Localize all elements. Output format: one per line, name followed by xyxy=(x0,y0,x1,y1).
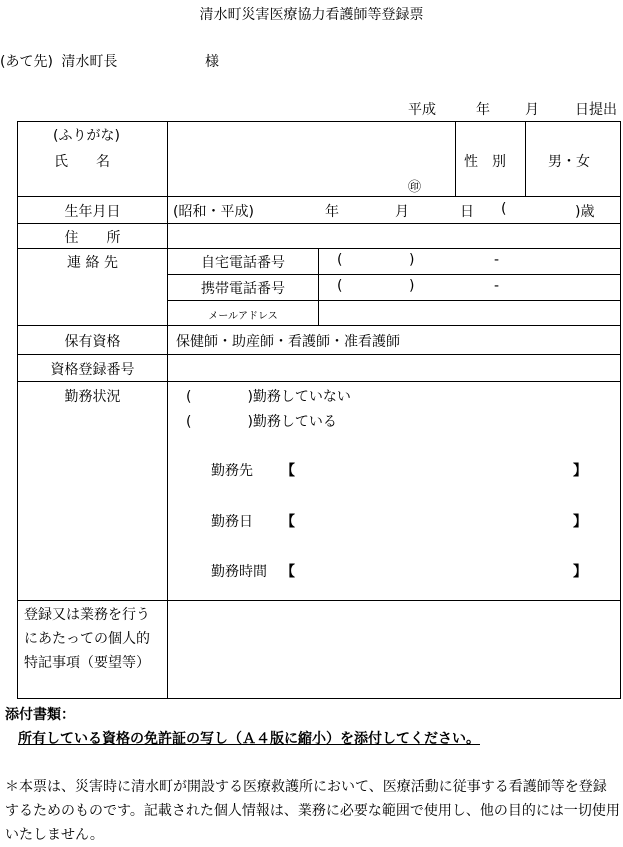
home-phone-label-cell xyxy=(168,249,319,275)
addressee xyxy=(0,51,117,71)
contact-label-cell xyxy=(18,249,168,326)
workplace-bracket-open: 【 xyxy=(281,463,295,479)
gender-value-cell[interactable] xyxy=(526,122,621,197)
reg-number-input-cell[interactable] xyxy=(168,355,621,382)
birth-day: 日 xyxy=(460,204,474,220)
work-employed[interactable]: ( )勤務している xyxy=(186,414,337,430)
qualification-label: 保有資格 xyxy=(64,334,121,350)
worktime-bracket-close: 】 xyxy=(573,564,587,580)
work-status-label-cell xyxy=(18,382,168,601)
name-label-cell xyxy=(18,122,168,197)
mobile-phone-dash: - xyxy=(494,278,500,294)
furigana-label: (ふりがな) xyxy=(53,128,120,144)
registration-form xyxy=(17,121,621,699)
seal-mark: ㊞ xyxy=(408,180,422,195)
gender-label: 性 別 xyxy=(464,154,506,170)
work-status-label: 勤務状況 xyxy=(64,389,121,405)
reg-number-label-cell xyxy=(18,355,168,382)
work-not-employed[interactable]: ( )勤務していない xyxy=(186,389,351,405)
workday-bracket-open: 【 xyxy=(281,514,295,530)
worktime-label: 勤務時間 xyxy=(211,564,267,580)
address-label: 住 所 xyxy=(64,230,121,246)
birth-label-cell xyxy=(18,197,168,224)
home-phone-close: ) xyxy=(409,252,415,268)
name-input-cell[interactable] xyxy=(168,122,456,197)
age-open: ( xyxy=(501,201,507,217)
remarks-label-cell xyxy=(18,601,168,699)
birth-label: 生年月日 xyxy=(64,204,121,220)
worktime-bracket-open: 【 xyxy=(281,564,295,580)
mobile-phone-label-cell xyxy=(168,275,319,301)
name-label: 氏 名 xyxy=(54,154,110,170)
address-label-cell xyxy=(18,224,168,249)
addressee-prefix: (あて先) xyxy=(0,54,53,70)
home-phone-input-cell[interactable] xyxy=(319,249,621,275)
home-phone-dash: - xyxy=(494,252,500,268)
qualification-value: 保健師・助産師・看護師・准看護師 xyxy=(176,334,400,350)
workplace-label: 勤務先 xyxy=(211,463,253,479)
workday-bracket-close: 】 xyxy=(573,514,587,530)
addressee-name: 清水町長 xyxy=(61,54,118,70)
page-title: 清水町災害医療協力看護師等登録票 xyxy=(199,7,424,23)
birth-year: 年 xyxy=(325,204,339,220)
attachments-heading: 添付書類： xyxy=(5,707,75,723)
remarks-label: 登録又は業務を行うにあたっての個人的特記事項（要望等） xyxy=(24,607,150,671)
email-label-cell xyxy=(168,301,319,326)
home-phone-label: 自宅電話番号 xyxy=(201,255,285,271)
home-phone-open: ( xyxy=(337,252,343,268)
mobile-phone-open: ( xyxy=(337,278,343,294)
workplace-bracket-close: 】 xyxy=(573,463,587,479)
email-label: メールアドレス xyxy=(208,311,278,322)
qualification-value-cell[interactable] xyxy=(168,326,621,355)
date-month: 月 xyxy=(525,102,539,118)
birth-input-cell[interactable] xyxy=(168,197,621,224)
age-close: )歳 xyxy=(575,204,595,220)
workday-label: 勤務日 xyxy=(211,514,253,530)
date-era: 平成 xyxy=(408,102,436,118)
mobile-phone-input-cell[interactable] xyxy=(319,275,621,301)
notice-text: ＊本票は、災害時に清水町が開設する医療救護所において、医療活動に従事する看護師等を登録するためのものです。記載された個人情報は、業務に必要な範囲で使用し、他の目的には一切使用いたしません。 xyxy=(5,779,620,843)
date-submit: 日提出 xyxy=(575,102,617,118)
remarks-input-cell[interactable] xyxy=(168,601,621,699)
gender-label-cell xyxy=(456,122,526,197)
work-status-cell[interactable] xyxy=(168,382,621,601)
email-input-cell[interactable] xyxy=(319,301,621,326)
date-year: 年 xyxy=(476,102,490,118)
mobile-phone-close: ) xyxy=(409,278,415,294)
qualification-label-cell xyxy=(18,326,168,355)
contact-label: 連 絡 先 xyxy=(67,255,118,271)
addressee-suffix: 様 xyxy=(205,54,219,70)
birth-month: 月 xyxy=(395,204,409,220)
address-input-cell[interactable] xyxy=(168,224,621,249)
gender-value: 男・女 xyxy=(548,154,590,170)
mobile-phone-label: 携帯電話番号 xyxy=(201,281,285,297)
attachments-text: 所有している資格の免許証の写し（Ａ４版に縮小）を添付してください。 xyxy=(18,731,480,747)
reg-number-label: 資格登録番号 xyxy=(50,362,135,378)
birth-era: (昭和・平成) xyxy=(173,204,254,220)
